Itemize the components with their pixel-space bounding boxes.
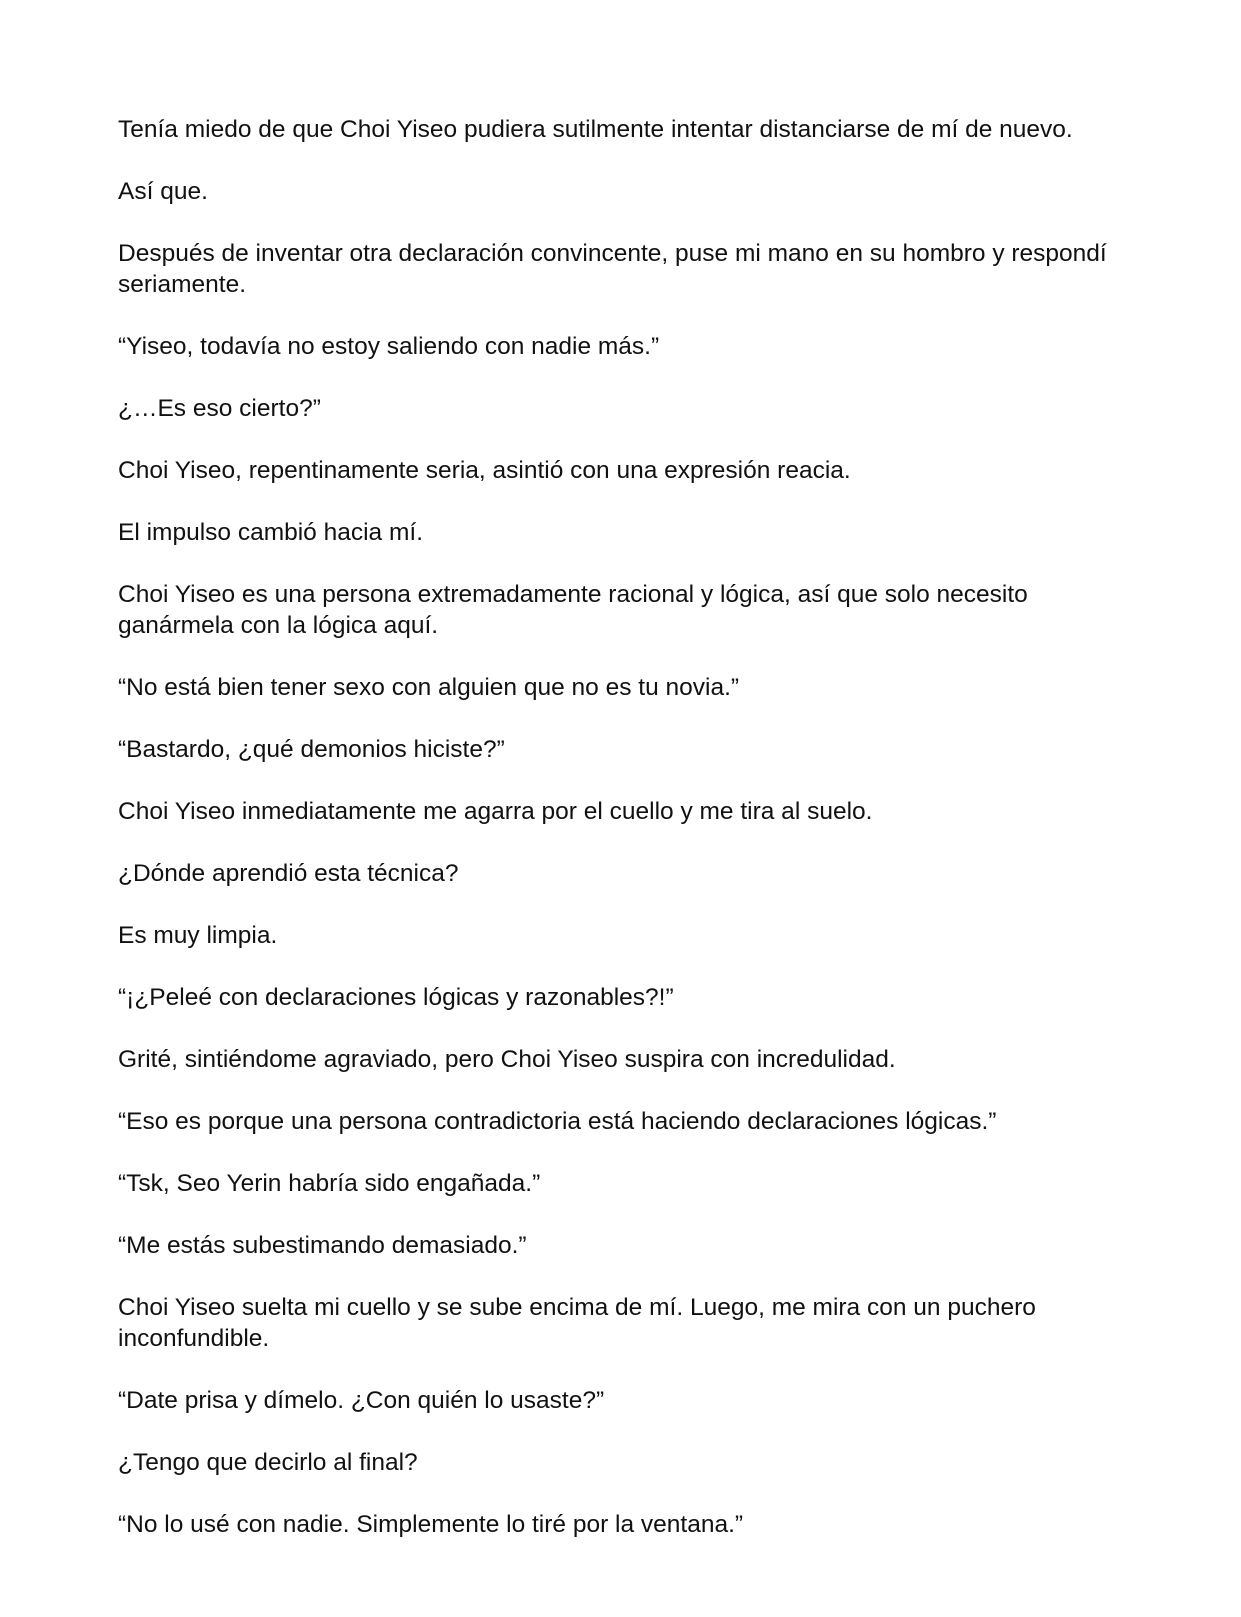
paragraph: Así que. <box>118 178 208 205</box>
paragraph: “Yiseo, todavía no estoy saliendo con nadie más.” <box>118 333 660 360</box>
paragraph: “Bastardo, ¿qué demonios hiciste?” <box>118 736 505 763</box>
paragraph: “Eso es porque una persona contradictoria está haciendo declaraciones lógicas.” <box>118 1108 997 1135</box>
paragraph: Después de inventar otra declaración convincente, puse mi mano en su hombro y respondí seriamente. <box>118 240 1107 298</box>
paragraph: “No está bien tener sexo con alguien que no es tu novia.” <box>118 674 740 701</box>
paragraph: “¡¿Peleé con declaraciones lógicas y razonables?!” <box>118 984 674 1011</box>
paragraph: Choi Yiseo inmediatamente me agarra por el cuello y me tira al suelo. <box>118 798 873 825</box>
paragraph: Tenía miedo de que Choi Yiseo pudiera sutilmente intentar distanciarse de mí de nuevo. <box>118 116 1073 143</box>
document-body <box>118 114 1118 1571</box>
paragraph: ¿Tengo que decirlo al final? <box>118 1449 418 1476</box>
paragraph: Choi Yiseo es una persona extremadamente racional y lógica, así que solo necesito ganármela con la lógica aquí. <box>118 581 1028 639</box>
paragraph: ¿Dónde aprendió esta técnica? <box>118 860 459 887</box>
paragraph: Choi Yiseo, repentinamente seria, asintió con una expresión reacia. <box>118 457 851 484</box>
paragraph: Es muy limpia. <box>118 922 278 949</box>
paragraph: “Me estás subestimando demasiado.” <box>118 1232 527 1259</box>
paragraph: “Tsk, Seo Yerin habría sido engañada.” <box>118 1170 541 1197</box>
paragraph: Choi Yiseo suelta mi cuello y se sube encima de mí. Luego, me mira con un puchero inconfundible. <box>118 1294 1036 1352</box>
paragraph: ¿…Es eso cierto?” <box>118 395 321 422</box>
paragraph: El impulso cambió hacia mí. <box>118 519 424 546</box>
paragraph: “No lo usé con nadie. Simplemente lo tiré por la ventana.” <box>118 1511 744 1538</box>
paragraph: Grité, sintiéndome agraviado, pero Choi Yiseo suspira con incredulidad. <box>118 1046 896 1073</box>
paragraph: “Date prisa y dímelo. ¿Con quién lo usaste?” <box>118 1387 605 1414</box>
